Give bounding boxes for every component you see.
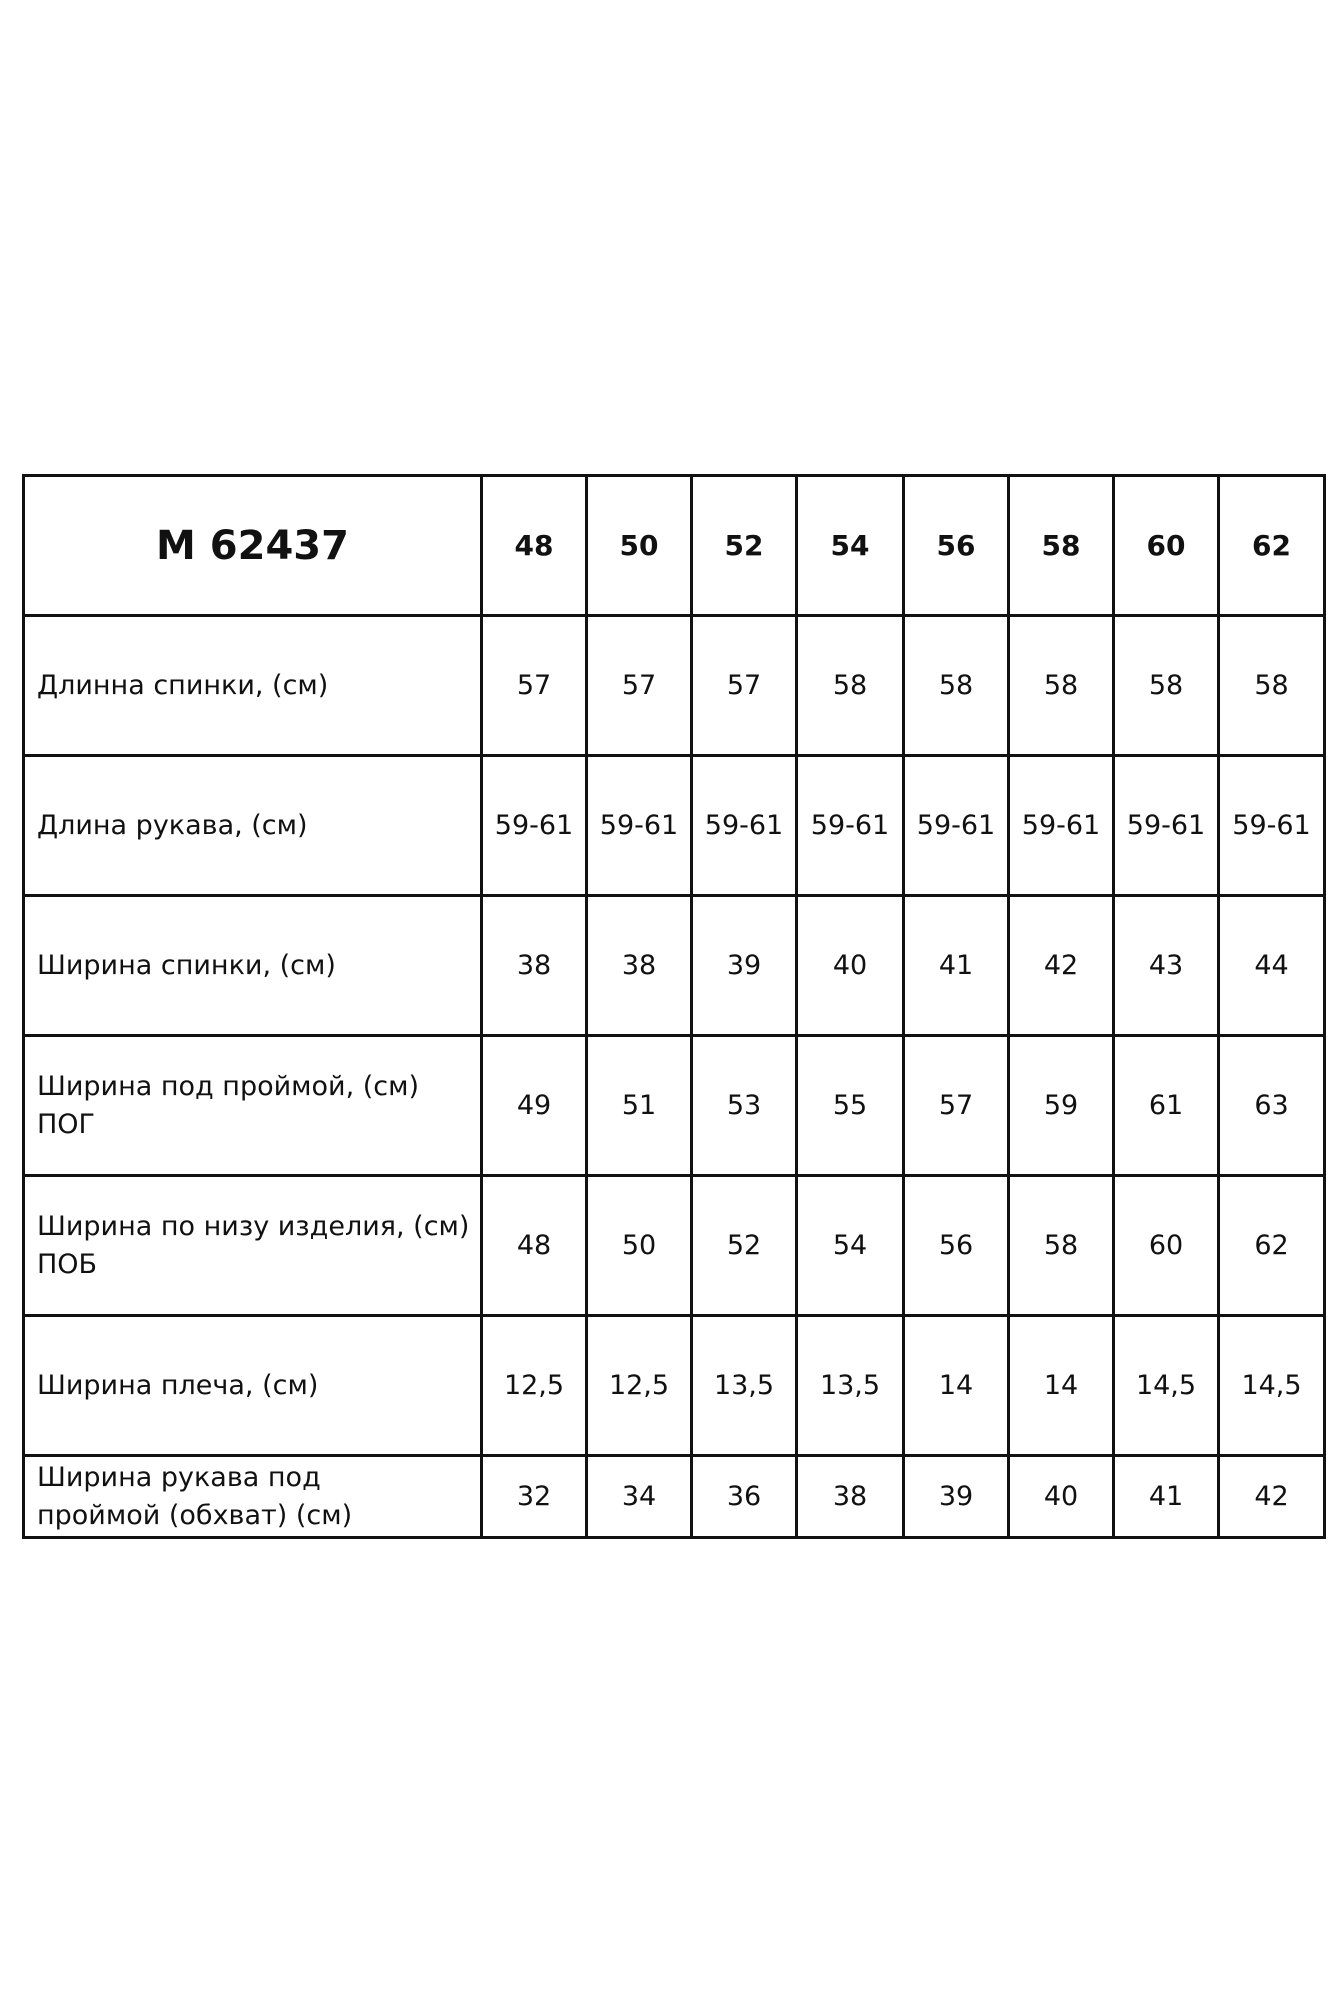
model-number: М 62437: [24, 476, 482, 616]
table-cell: 61: [1114, 1036, 1219, 1176]
table-cell: 40: [797, 896, 904, 1036]
table-cell: 52: [692, 1176, 797, 1316]
table-cell: 62: [1219, 1176, 1325, 1316]
table-cell: 12,5: [482, 1316, 587, 1456]
table-cell: 59-61: [1219, 756, 1325, 896]
table-row: [24, 1456, 1325, 1538]
table-cell: 41: [1114, 1456, 1219, 1538]
table-cell: 14: [904, 1316, 1009, 1456]
table-cell: 14,5: [1219, 1316, 1325, 1456]
table-cell: 49: [482, 1036, 587, 1176]
table-cell: 53: [692, 1036, 797, 1176]
table-cell: 51: [587, 1036, 692, 1176]
table-cell: 58: [1009, 616, 1114, 756]
table-cell: 59-61: [1114, 756, 1219, 896]
row-label: Длина рукава, (см): [24, 756, 482, 896]
table-cell: 58: [1009, 1176, 1114, 1316]
table-cell: 57: [692, 616, 797, 756]
row-label: Ширина плеча, (см): [24, 1316, 482, 1456]
size-header-48: 48: [482, 476, 587, 616]
table-cell: 36: [692, 1456, 797, 1538]
table-cell: 59-61: [1009, 756, 1114, 896]
table-row: [24, 1316, 1325, 1456]
size-header-58: 58: [1009, 476, 1114, 616]
table-cell: 63: [1219, 1036, 1325, 1176]
table-cell: 59: [1009, 1036, 1114, 1176]
table-cell: 38: [482, 896, 587, 1036]
size-header-56: 56: [904, 476, 1009, 616]
table-cell: 38: [797, 1456, 904, 1538]
table-cell: 50: [587, 1176, 692, 1316]
table-cell: 12,5: [587, 1316, 692, 1456]
row-label: Ширина по низу изделия, (см) ПОБ: [24, 1176, 482, 1316]
table-cell: 38: [587, 896, 692, 1036]
table-cell: 60: [1114, 1176, 1219, 1316]
table-cell: 58: [797, 616, 904, 756]
table-row: [24, 616, 1325, 756]
table-cell: 57: [587, 616, 692, 756]
size-header-52: 52: [692, 476, 797, 616]
table-cell: 14,5: [1114, 1316, 1219, 1456]
table-cell: 13,5: [692, 1316, 797, 1456]
table-cell: 14: [1009, 1316, 1114, 1456]
size-header-50: 50: [587, 476, 692, 616]
table-cell: 59-61: [692, 756, 797, 896]
table-cell: 13,5: [797, 1316, 904, 1456]
table-row: [24, 1036, 1325, 1176]
row-label: Ширина под проймой, (см) ПОГ: [24, 1036, 482, 1176]
size-header-62: 62: [1219, 476, 1325, 616]
row-label: Ширина спинки, (см): [24, 896, 482, 1036]
size-header-60: 60: [1114, 476, 1219, 616]
table-cell: 59-61: [904, 756, 1009, 896]
table-cell: 57: [482, 616, 587, 756]
table-cell: 55: [797, 1036, 904, 1176]
table-cell: 44: [1219, 896, 1325, 1036]
table-row: [24, 1176, 1325, 1316]
table-cell: 39: [692, 896, 797, 1036]
table-cell: 58: [1219, 616, 1325, 756]
header-row: [24, 476, 1325, 616]
table-cell: 40: [1009, 1456, 1114, 1538]
table-cell: 54: [797, 1176, 904, 1316]
size-chart-table: [22, 474, 1326, 1539]
table-cell: 59-61: [587, 756, 692, 896]
row-label: Длинна спинки, (см): [24, 616, 482, 756]
table-cell: 32: [482, 1456, 587, 1538]
table-cell: 59-61: [482, 756, 587, 896]
table-cell: 39: [904, 1456, 1009, 1538]
table-row: [24, 896, 1325, 1036]
table-cell: 34: [587, 1456, 692, 1538]
row-label: Ширина рукава под проймой (обхват) (см): [24, 1456, 482, 1538]
size-header-54: 54: [797, 476, 904, 616]
table-cell: 42: [1009, 896, 1114, 1036]
table-cell: 56: [904, 1176, 1009, 1316]
table-row: [24, 756, 1325, 896]
table-cell: 42: [1219, 1456, 1325, 1538]
table-cell: 59-61: [797, 756, 904, 896]
table-cell: 57: [904, 1036, 1009, 1176]
table-cell: 58: [904, 616, 1009, 756]
table-cell: 48: [482, 1176, 587, 1316]
table-cell: 41: [904, 896, 1009, 1036]
table-cell: 43: [1114, 896, 1219, 1036]
table-cell: 58: [1114, 616, 1219, 756]
